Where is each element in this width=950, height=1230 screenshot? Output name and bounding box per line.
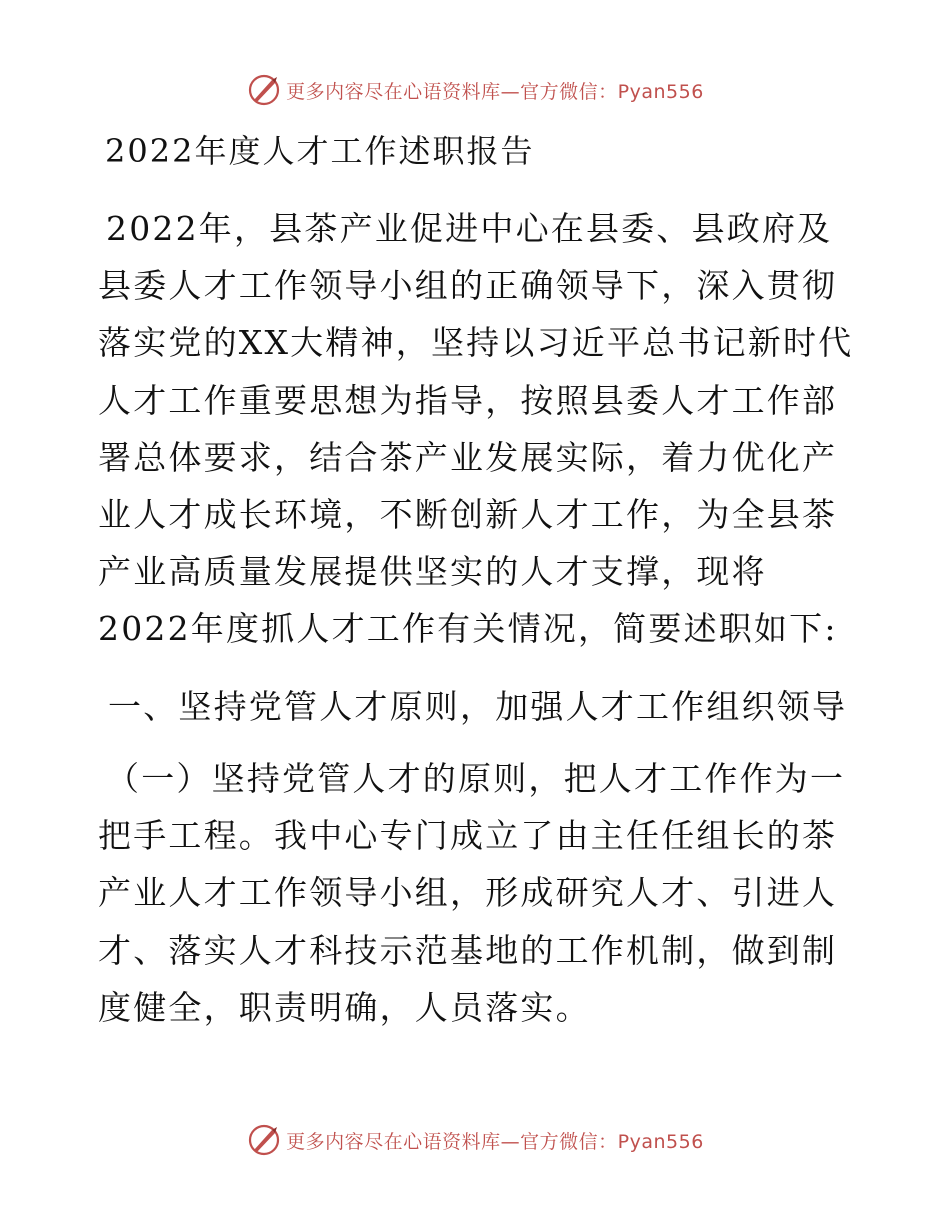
quill-pen-logo-icon: [246, 72, 282, 108]
document-title: 2022年度人才工作述职报告: [105, 132, 535, 170]
watermark-text: 更多内容尽在心语资料库—官方微信：Pyan556: [286, 1130, 704, 1153]
section-heading: 一、坚持党管人才原则，加强人才工作组织领导: [108, 687, 848, 726]
quill-pen-logo-icon: [246, 1122, 282, 1158]
paragraph-subsection-1: （一）坚持党管人才的原则，把人才工作作为一把手工程。我中心专门成立了由主任任组长的茶产业人才工作领导小组，形成研究人才、引进人才、落实人才科技示范基地的工作机制，做到制度健全，职责明确，人员落实。: [98, 759, 846, 1027]
watermark-banner-bottom: [0, 1120, 950, 1160]
watermark-text: 更多内容尽在心语资料库—官方微信：Pyan556: [286, 80, 704, 103]
watermark-banner-top: [0, 70, 950, 110]
paragraph-intro: 2022年，县茶产业促进中心在县委、县政府及县委人才工作领导小组的正确领导下，深入贯彻落实党的XX大精神，坚持以习近平总书记新时代人才工作重要思想为指导，按照县委人才工作部署总体要求，结合茶产业发展实际，着力优化产业人才成长环境，不断创新人才工作，为全县茶产业高质量发展提供坚实的人才支撑，现将2022年度抓人才工作有关情况，简要述职如下:: [98, 209, 854, 649]
